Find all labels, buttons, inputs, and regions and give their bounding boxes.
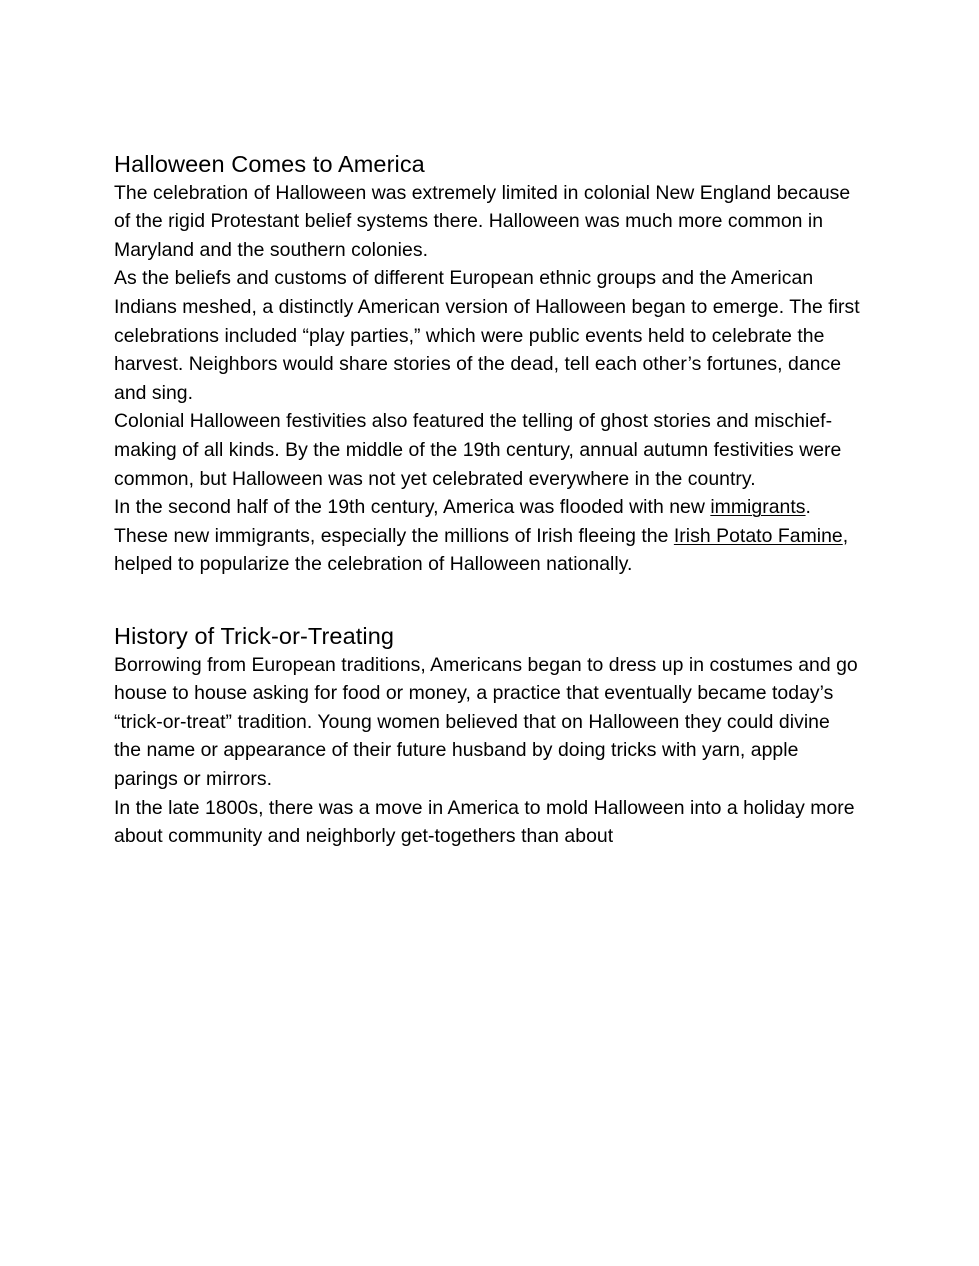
document-body	[114, 150, 862, 851]
paragraph-borrowing-european-traditions: Borrowing from European traditions, Americans began to dress up in costumes and go house to house asking for food or money, a practice that eventually became today’s “trick-or-treat” tradition. Young women believed that on Halloween they could divine the name or appearance of their future husband by doing tricks with yarn, apple parings or mirrors.	[114, 653, 858, 790]
paragraph-colonial-festivities: Colonial Halloween festivities also featured the telling of ghost stories and mischief-making of all kinds. By the middle of the 19th century, annual autumn festivities were common, but Halloween was not yet celebrated everywhere in the country.	[114, 410, 842, 490]
section-heading-halloween-comes-to-america: Halloween Comes to America	[114, 151, 425, 177]
paragraph-text-run: . These new immigrants, especially the millions of Irish fleeing the	[114, 496, 811, 547]
section-heading-history-of-trick-or-treating: History of Trick-or-Treating	[114, 622, 395, 649]
paragraph-text-run: In the second half of the 19th century, America was flooded with new	[114, 496, 711, 519]
paragraph-colonial-new-england: The celebration of Halloween was extremely limited in colonial New England because of the rigid Protestant belief systems there. Halloween was much more common in Maryland and the southern colonies.	[114, 181, 851, 261]
paragraph-late-1800s: In the late 1800s, there was a move in America to mold Halloween into a holiday more about community and neighborly get-togethers than about	[114, 796, 855, 848]
paragraph-european-ethnic-groups: As the beliefs and customs of different European ethnic groups and the American Indians meshed, a distinctly American version of Halloween began to emerge. The first celebrations included “play parties,” which were public events held to celebrate the harvest. Neighbors would share stories of the dead, tell each other’s fortunes, dance and sing.	[114, 267, 860, 404]
paragraph-text-run: , helped to popularize the celebration of Halloween nationally.	[114, 524, 849, 576]
link-irish-potato-famine[interactable]: Irish Potato Famine	[673, 524, 843, 547]
link-immigrants[interactable]: immigrants	[710, 496, 806, 519]
paragraph-immigrants	[114, 493, 862, 579]
